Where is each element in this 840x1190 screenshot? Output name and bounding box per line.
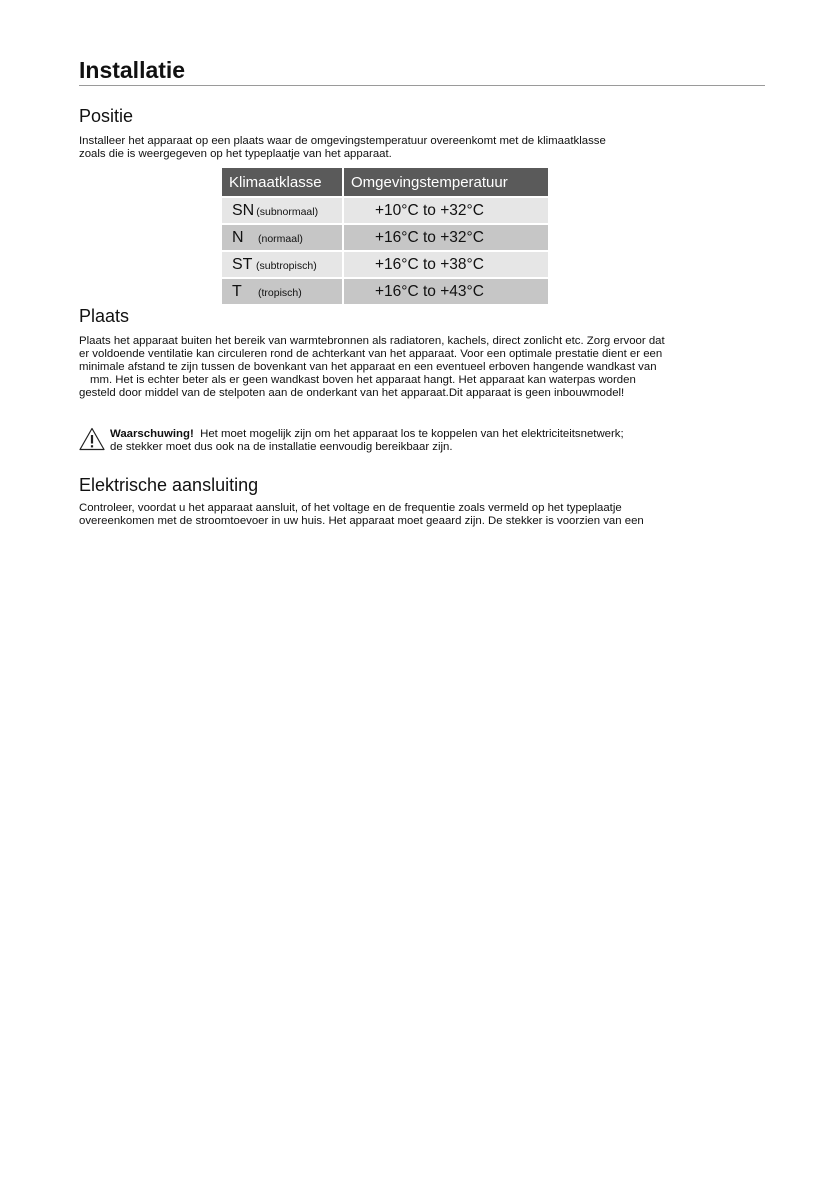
section-heading-plaats: Plaats [79, 306, 130, 326]
climate-class-cell [222, 196, 344, 223]
table-header-row [222, 168, 548, 196]
paragraph-line: zoals die is weergegeven op het typeplaatje van het apparaat. [79, 148, 392, 160]
page-title: Installatie [79, 57, 186, 83]
warning-triangle-icon [79, 427, 105, 451]
table-row [222, 223, 548, 250]
climate-class-cell [222, 277, 344, 304]
temperature-range-cell: +16°C to +38°C [344, 250, 548, 277]
climate-class-description: (tropisch) [258, 286, 302, 299]
temperature-range-cell: +10°C to +32°C [344, 196, 548, 223]
warning-text [110, 428, 624, 454]
paragraph-line: Controleer, voordat u het apparaat aansluit, of het voltage en de frequentie zoals vermeld op het typeplaatje [79, 502, 622, 514]
climate-class-description: (subnormaal) [256, 205, 319, 218]
section-heading-positie: Positie [79, 106, 134, 126]
climate-class-code: T [232, 282, 242, 300]
section-heading-elektrische-aansluiting: Elektrische aansluiting [79, 475, 259, 495]
climate-class-table [222, 168, 548, 304]
column-header-omgevingstemperatuur: Omgevingstemperatuur [344, 168, 548, 196]
table-row [222, 196, 548, 223]
warning-message: Het moet mogelijk zijn om het apparaat los te koppelen van het elektriciteitsnetwerk; [200, 428, 624, 440]
climate-class-code: N [232, 228, 244, 246]
temperature-range-cell: +16°C to +32°C [344, 223, 548, 250]
paragraph-line: overeenkomen met de stroomtoevoer in uw huis. Het apparaat moet geaard zijn. De stekker is voorzien van een [79, 515, 644, 527]
paragraph-line: Installeer het apparaat op een plaats waar de omgevingstemperatuur overeenkomt met de klimaatklasse [79, 135, 606, 147]
plaats-paragraph [79, 335, 744, 400]
elektrische-aansluiting-paragraph [79, 502, 744, 528]
paragraph-line: minimale afstand te zijn tussen de bovenkant van het apparaat en een eventueel erboven hangende wandkast van [79, 361, 657, 373]
warning-line: de stekker moet dus ook na de installatie eenvoudig bereikbaar zijn. [110, 441, 453, 453]
climate-class-description: (normaal) [258, 232, 303, 245]
paragraph-line: gesteld door middel van de stelpoten aan de onderkant van het apparaat.Dit apparaat is geen inbouwmodel! [79, 387, 625, 399]
warning-line [110, 428, 624, 441]
column-header-klimaatklasse: Klimaatklasse [222, 168, 344, 196]
paragraph-line: mm. Het is echter beter als er geen wandkast boven het apparaat hangt. Het apparaat kan waterpas worden [90, 374, 636, 386]
temperature-range-cell: +16°C to +43°C [344, 277, 548, 304]
climate-class-description: (subtropisch) [256, 259, 317, 272]
warning-label: Waarschuwing! [110, 428, 194, 440]
climate-class-code: ST [232, 255, 253, 273]
climate-class-cell [222, 250, 344, 277]
positie-paragraph [79, 135, 744, 161]
climate-class-code: SN [232, 201, 255, 219]
table-row [222, 250, 548, 277]
paragraph-line: Plaats het apparaat buiten het bereik van warmtebronnen als radiatoren, kachels, direct zonlicht etc. Zorg ervoor dat [79, 335, 665, 347]
paragraph-line: er voldoende ventilatie kan circuleren rond de achterkant van het apparaat. Voor een optimale prestatie dient er een [79, 348, 663, 360]
title-divider [79, 85, 765, 86]
climate-class-cell [222, 223, 344, 250]
table-row [222, 277, 548, 304]
